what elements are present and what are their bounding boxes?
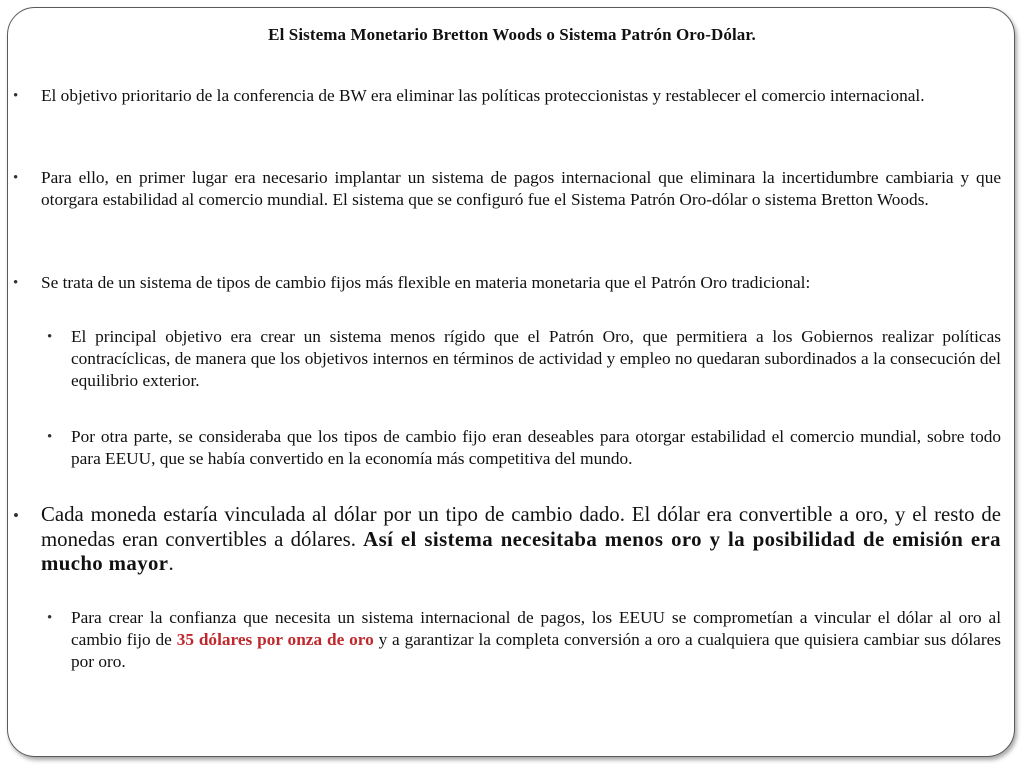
paragraph-3 — [13, 272, 1001, 294]
paragraph-4 — [13, 503, 1001, 577]
sub-paragraph-3a-text: El principal objetivo era crear un sistema menos rígido que el Patrón Oro, que permitiera a los Gobiernos realizar políticas contracíclicas, de manera que los objetivos internos en términos de actividad y empleo no quedaran subordinados a la consecución del equilibrio exterior. — [71, 327, 1001, 390]
sub-paragraph-4a-text: Para crear la confianza que necesita un sistema internacional de pagos, los EEUU se comprometían a vincular el dólar al oro al cambio fijo de — [71, 608, 1001, 649]
paragraph-2 — [13, 167, 1001, 211]
slide-title: El Sistema Monetario Bretton Woods o Sistema Patrón Oro-Dólar. — [268, 25, 756, 44]
paragraph-4-bold: Así el sistema necesitaba menos oro y la posibilidad de emisión era mucho mayor — [41, 527, 1001, 575]
paragraph-4-text: Cada moneda estaría vinculada al dólar por un tipo de cambio dado. El dólar era convertible a oro, y el resto de monedas eran convertibles a dólares. — [41, 503, 1001, 551]
paragraph-2-text: Para ello, en primer lugar era necesario implantar un sistema de pagos internacional que eliminara la incertidumbre cambiaria y que otorgara estabilidad al comercio mundial. El sistema que se configuró fue el Sistema Patrón Oro-dólar o sistema Bretton Woods. — [41, 168, 1001, 209]
paragraph-3-text: Se trata de un sistema de tipos de cambio fijos más flexible en materia monetaria que el Patrón Oro tradicional: — [41, 273, 811, 292]
bullet-icon: • — [47, 610, 53, 626]
paragraph-1 — [13, 85, 1001, 107]
paragraph-1-text: El objetivo prioritario de la conferencia de BW era eliminar las políticas proteccionistas y restablecer el comercio internacional. — [41, 86, 925, 105]
bullet-icon: • — [47, 329, 53, 345]
bullet-icon: • — [13, 275, 19, 291]
sub-paragraph-4a-end: y a garantizar la completa conversión a oro a cualquiera que quisiera cambiar sus dólares por oro. — [71, 630, 1001, 671]
paragraph-4-end: . — [168, 552, 174, 575]
bullet-icon: • — [13, 506, 19, 525]
bullet-icon: • — [13, 88, 19, 104]
bullet-icon: • — [47, 429, 53, 445]
sub-paragraph-3a — [47, 326, 1001, 392]
sub-paragraph-3b — [47, 426, 1001, 470]
bullet-icon: • — [13, 170, 19, 186]
sub-paragraph-4a — [47, 607, 1001, 673]
sub-paragraph-3b-text: Por otra parte, se consideraba que los tipos de cambio fijo eran deseables para otorgar estabilidad el comercio mundial, sobre todo para EEUU, que se había convertido en la economía más competitiva del mundo. — [71, 427, 1001, 468]
gold-price-highlight: 35 dólares por onza de oro — [176, 630, 374, 649]
